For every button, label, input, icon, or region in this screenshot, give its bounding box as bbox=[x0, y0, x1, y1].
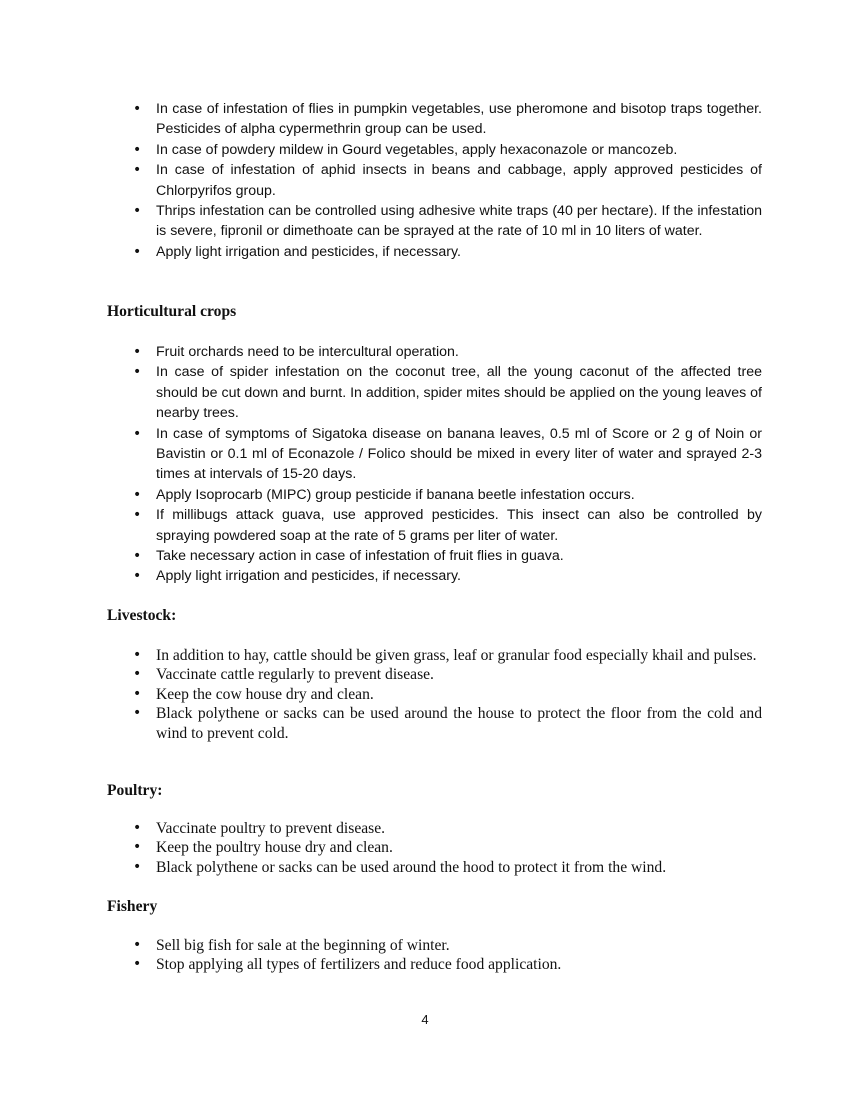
list-item: • Thrips infestation can be controlled using adhesive white traps (40 per hectare). If the infestation is severe, fipronil or dimethoate can be sprayed at the rate of 10 ml in 10 liters of water. bbox=[156, 201, 762, 242]
list-item: • Black polythene or sacks can be used around the hood to protect it from the wind. bbox=[156, 858, 762, 877]
list-item: • If millibugs attack guava, use approved pesticides. This insect can also be controlled by spraying powdered soap at the rate of 5 grams per liter of water. bbox=[156, 505, 762, 546]
list-item: • Take necessary action in case of infestation of fruit flies in guava. bbox=[156, 546, 762, 566]
list-item: • Apply light irrigation and pesticides, if necessary. bbox=[156, 566, 762, 586]
list-item: • Apply Isoprocarb (MIPC) group pesticide if banana beetle infestation occurs. bbox=[156, 485, 762, 505]
section-heading-horticultural: Horticultural crops bbox=[107, 303, 237, 320]
livestock-list bbox=[156, 646, 762, 743]
list-item: • Keep the poultry house dry and clean. bbox=[156, 838, 762, 857]
list-item: • In case of spider infestation on the coconut tree, all the young caconut of the affected tree should be cut down and burnt. In addition, spider mites should be applied on the young leaves of nearby trees. bbox=[156, 362, 762, 423]
list-item: • Vaccinate poultry to prevent disease. bbox=[156, 819, 762, 838]
vegetable-advice-list bbox=[156, 99, 762, 262]
list-item: • In case of powdery mildew in Gourd vegetables, apply hexaconazole or mancozeb. bbox=[156, 140, 762, 160]
list-item: • In case of symptoms of Sigatoka disease on banana leaves, 0.5 ml of Score or 2 g of Noin or Bavistin or 0.1 ml of Econazole / Folico should be mixed in every liter of water and sprayed 2-3 times at intervals of 15-20 days. bbox=[156, 424, 762, 485]
list-item: • Fruit orchards need to be intercultural operation. bbox=[156, 342, 762, 362]
page-number: 4 bbox=[421, 1012, 429, 1027]
list-item: • Black polythene or sacks can be used around the house to protect the floor from the cold and wind to prevent cold. bbox=[156, 704, 762, 743]
list-item: • In addition to hay, cattle should be given grass, leaf or granular food especially khail and pulses. bbox=[156, 646, 762, 665]
list-item: • In case of infestation of flies in pumpkin vegetables, use pheromone and bisotop traps together. Pesticides of alpha cypermethrin group can be used. bbox=[156, 99, 762, 140]
section-heading-livestock: Livestock: bbox=[107, 607, 177, 624]
list-item: • Sell big fish for sale at the beginning of winter. bbox=[156, 936, 762, 955]
list-item: • Vaccinate cattle regularly to prevent disease. bbox=[156, 665, 762, 684]
section-heading-fishery: Fishery bbox=[107, 898, 158, 915]
list-item: • Apply light irrigation and pesticides, if necessary. bbox=[156, 242, 762, 262]
list-item: • Stop applying all types of fertilizers and reduce food application. bbox=[156, 955, 762, 974]
list-item: • Keep the cow house dry and clean. bbox=[156, 685, 762, 704]
horticultural-list bbox=[156, 342, 762, 587]
section-heading-poultry: Poultry: bbox=[107, 782, 163, 799]
poultry-list bbox=[156, 819, 762, 877]
fishery-list bbox=[156, 936, 762, 975]
list-item: • In case of infestation of aphid insects in beans and cabbage, apply approved pesticides of Chlorpyrifos group. bbox=[156, 160, 762, 201]
